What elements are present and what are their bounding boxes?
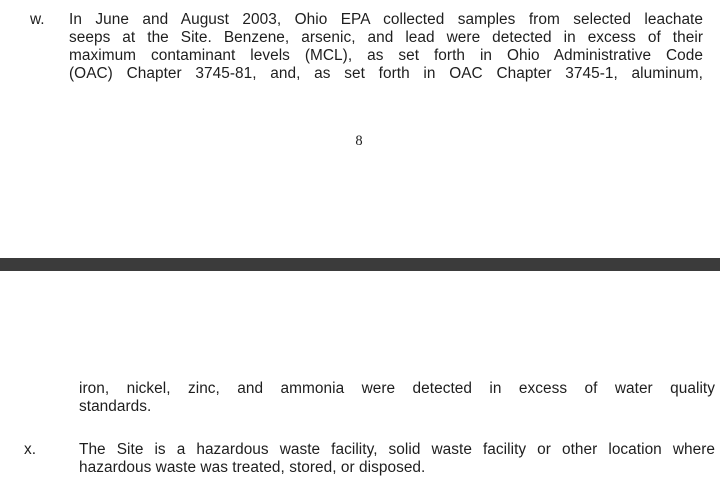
paragraph-x-line-1: The Site is a hazardous waste facility, solid waste facility or other location where bbox=[79, 441, 715, 458]
paragraph-w-line-2: seeps at the Site. Benzene, arsenic, and lead were detected in excess of their bbox=[69, 29, 703, 46]
paragraph-x-line-2: hazardous waste was treated, stored, or disposed. bbox=[79, 459, 426, 476]
page-break-divider bbox=[0, 258, 720, 271]
paragraph-w-line-1: In June and August 2003, Ohio EPA collected samples from selected leachate bbox=[69, 11, 703, 28]
item-label-w: w. bbox=[30, 11, 45, 28]
paragraph-w-line-4: (OAC) Chapter 3745-81, and, as set forth in OAC Chapter 3745-1, aluminum, bbox=[69, 65, 703, 82]
item-label-x: x. bbox=[24, 441, 36, 458]
continuation-line-1: iron, nickel, zinc, and ammonia were detected in excess of water quality bbox=[79, 380, 715, 397]
paragraph-w-line-3: maximum contaminant levels (MCL), as set forth in Ohio Administrative Code bbox=[69, 47, 703, 64]
continuation-line-2: standards. bbox=[79, 398, 152, 415]
page-number: 8 bbox=[355, 133, 363, 149]
